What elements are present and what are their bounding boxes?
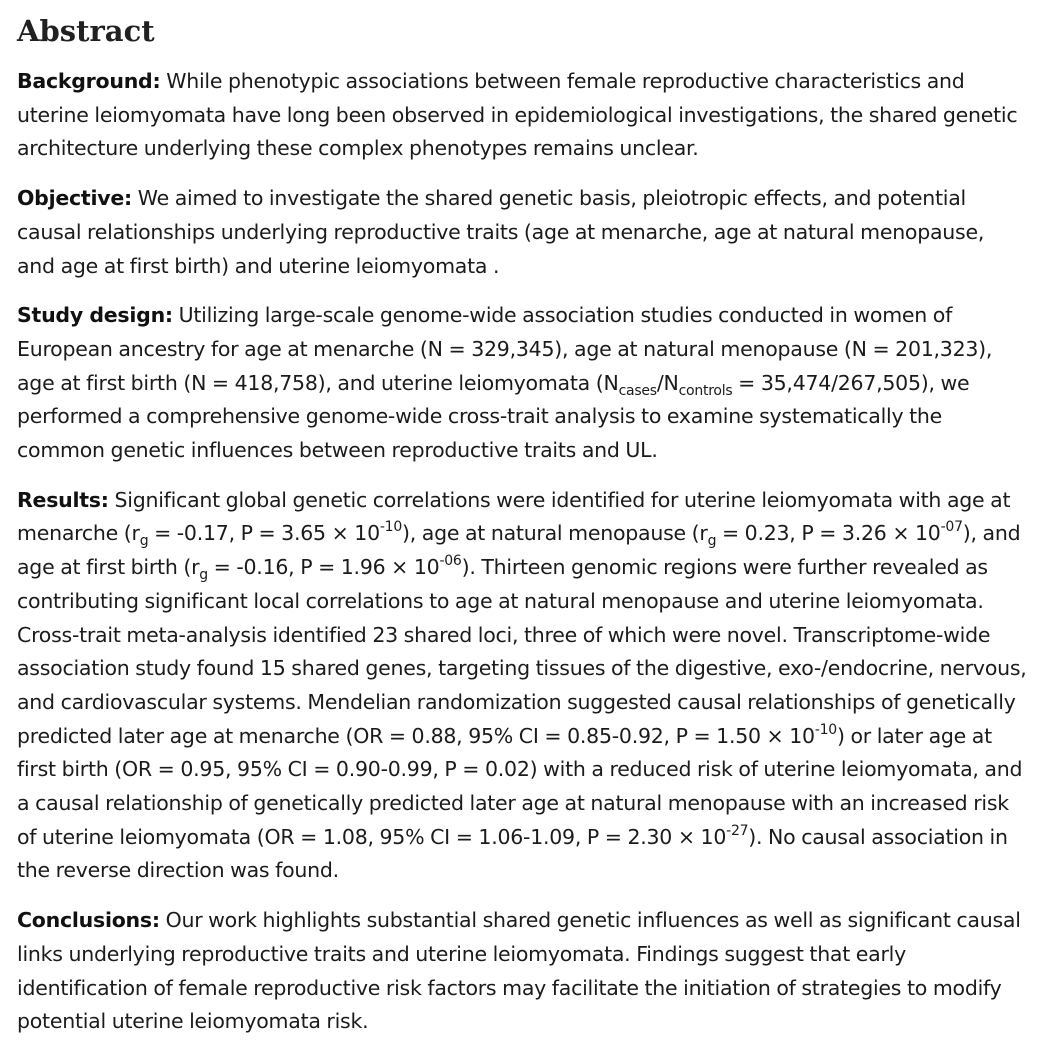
rg-subscript-3: g bbox=[199, 567, 208, 584]
results-text-2: = -0.17, P = 3.65 × 10 bbox=[148, 521, 380, 546]
objective-paragraph bbox=[17, 182, 1027, 283]
study-design-label: Study design: bbox=[17, 303, 173, 328]
abstract-heading: Abstract bbox=[17, 14, 155, 48]
study-design-text-2: /N bbox=[656, 370, 679, 395]
results-text-9: ). No causal association in the reverse direction was found. bbox=[17, 824, 1008, 883]
conclusions-text: Our work highlights substantial shared genetic influences as well as significant causal links underlying reproductive traits and uterine leiomyomata. Findings suggest that early identification of female reproductive risk factors may facilitate the initiation of strategies to modify potential uterine leiomyomata risk. bbox=[17, 908, 1021, 1034]
study-design-text-1: Utilizing large-scale genome-wide association studies conducted in women of European ancestry for age at menarche (N = 329,345), age at natural menopause (N = 201,323), age at first birth (N = 418,758), and uterine leiomyomata (N bbox=[17, 303, 993, 395]
objective-text: We aimed to investigate the shared genetic basis, pleiotropic effects, and potential causal relationships underlying reproductive traits (age at menarche, age at natural menopause, and age at first birth) and uterine leiomyomata . bbox=[17, 186, 985, 278]
conclusions-label: Conclusions: bbox=[17, 908, 160, 933]
results-label: Results: bbox=[17, 487, 109, 512]
results-text-4: = 0.23, P = 3.26 × 10 bbox=[716, 521, 941, 546]
exponent-4: -10 bbox=[814, 721, 837, 738]
objective-label: Objective: bbox=[17, 186, 132, 211]
rg-subscript-2: g bbox=[707, 533, 717, 550]
rg-subscript-1: g bbox=[139, 533, 149, 550]
background-label: Background: bbox=[17, 69, 161, 93]
background-text: While phenotypic associations between female reproductive characteristics and uterine leiomyomata have long been observed in epidemiological investigations, the shared genetic architecture underlying these complex phenotypes remains unclear. bbox=[17, 69, 1018, 161]
results-text-7: ). Thirteen genomic regions were further revealed as contributing significant local correlations to age at natural menopause and uterine leiomyomata. Cross-trait meta-analysis identified 23 shared loci, three of which were novel. Transcriptome-wide association study found 15 shared genes, targeting tissues of the digestive, exo-/endocrine, nervous, and cardiovascular systems. Mendelian randomization suggested causal relationships of genetically predicted later age at menarche (OR = 0.88, 95% CI = 0.85-0.92, P = 1.50 × 10 bbox=[17, 555, 1027, 748]
study-design-paragraph bbox=[17, 299, 1027, 468]
results-text-3: ), age at natural menopause (r bbox=[402, 521, 708, 546]
conclusions-paragraph bbox=[17, 904, 1027, 1039]
exponent-2: -07 bbox=[940, 519, 963, 536]
exponent-1: -10 bbox=[379, 519, 402, 536]
exponent-3: -06 bbox=[439, 553, 462, 570]
results-paragraph bbox=[17, 484, 1027, 888]
cases-subscript: cases bbox=[618, 382, 657, 399]
results-text-6: = -0.16, P = 1.96 × 10 bbox=[207, 555, 440, 580]
background-paragraph bbox=[17, 65, 1027, 166]
study-design-text-3: = 35,474/267,505), we performed a comprehensive genome-wide cross-trait analysis to examine systematically the common genetic influences between reproductive traits and UL. bbox=[17, 370, 970, 463]
results-text-1: Significant global genetic correlations were identified for uterine leiomyomata with age at menarche (r bbox=[17, 487, 1011, 546]
controls-subscript: controls bbox=[678, 382, 733, 399]
results-text-8: ) or later age at first birth (OR = 0.95, 95% CI = 0.90-0.99, P = 0.02) with a reduced risk of uterine leiomyomata, and a causal relationship of genetically predicted later age at natural menopause with an increased risk of uterine leiomyomata (OR = 1.08, 95% CI = 1.06-1.09, P = 2.30 × 10 bbox=[17, 723, 1023, 849]
exponent-5: -27 bbox=[726, 822, 749, 839]
results-text-5: ), and age at first birth (r bbox=[17, 521, 1021, 580]
